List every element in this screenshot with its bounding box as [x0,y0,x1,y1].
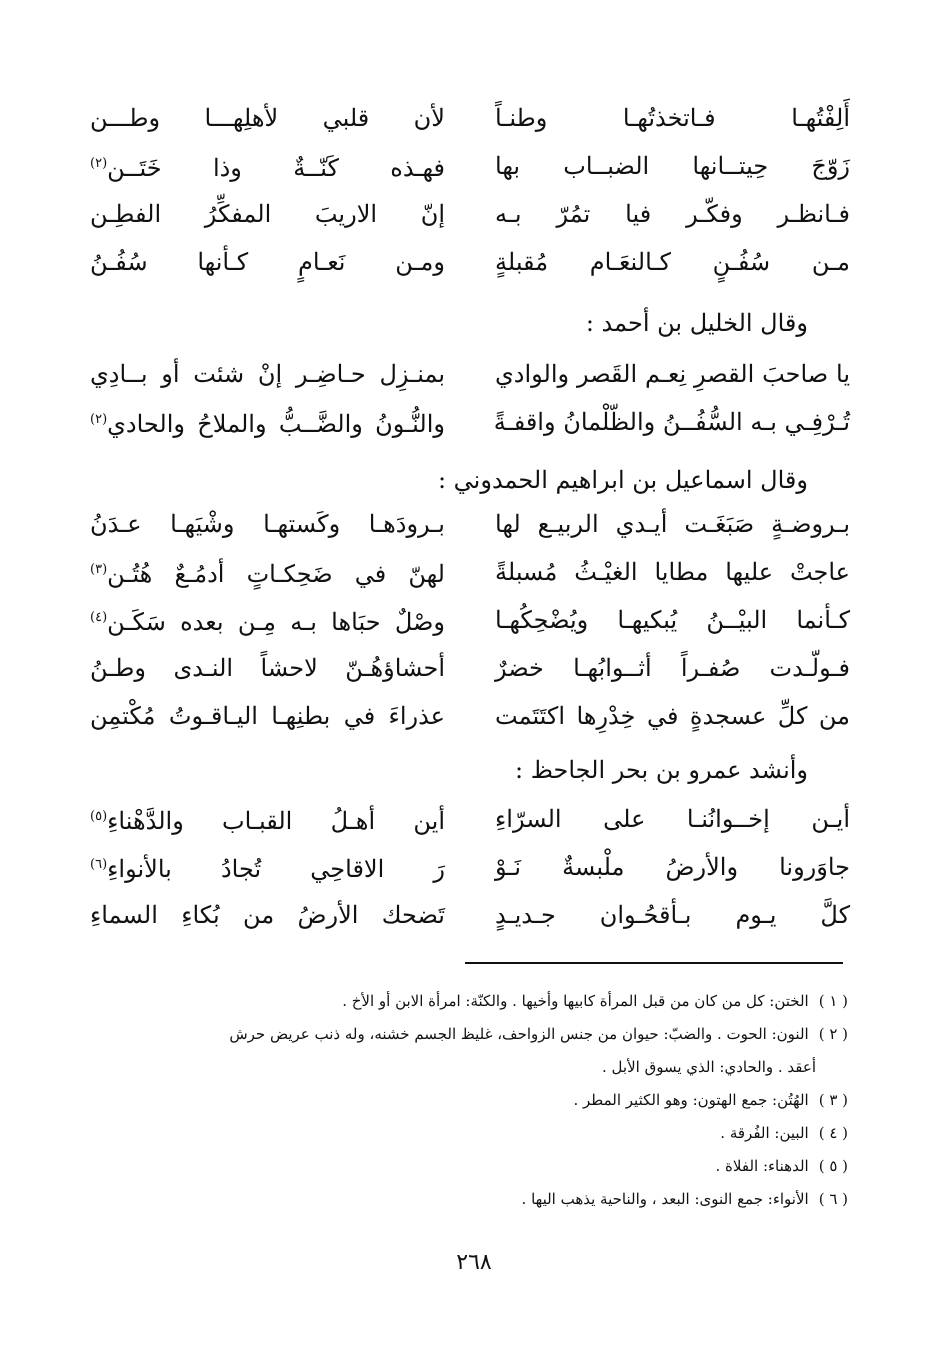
hemistich-text: والنُّـونُ والضَّــبُّ والملاحُ والحادي [107,410,445,438]
right-hemistich: من كلِّ عسجدةٍ في خِدْرِها اكتَتَمت [495,702,850,730]
footnote-continuation: أعقد . والحادي: الذي يسوق الأبل . [602,1058,816,1076]
verse-line [80,596,850,644]
hemistich-text: وصْلٌ حبَاها بـه مِـن بعده سَكَـن [107,608,445,636]
footnote-marker: (٤) [90,610,108,625]
poem-3 [80,500,850,740]
footnote-item [88,1150,848,1183]
verse-line [80,238,850,286]
left-hemistich [90,841,445,893]
poem-attribution: وقال اسماعيل بن ابراهيم الحمدوني : [437,466,808,494]
right-hemistich: فـانظـر وفكّـر فيا تمُرّ بـه [495,200,850,228]
left-hemistich [90,94,445,142]
footnote-marker: (٥) [90,809,108,824]
hemistich-text: تَضحك الأرضُ من بُكاءِ السماءِ [90,901,445,929]
left-hemistich [90,350,445,398]
right-hemistich: أيـن إخــوانُنـا على السرّاءِ [495,805,850,833]
right-hemistich: كـأنما البيْــنُ يُبكيهـا ويُضْحِكُهـا [495,606,850,634]
hemistich-text: لأن قلبي لأهلِهـــا وطـــن [90,104,445,132]
left-hemistich [90,891,445,939]
poem-4 [80,795,850,939]
right-hemistich: فـولّـدت صُفـراً أثــوابُهـا خضرٌ [495,654,850,682]
hemistich-text: فهـذه كَنّــةٌ وذا خَتَــن [107,154,445,182]
footnote-item [88,1117,848,1150]
verse-line [80,644,850,692]
right-hemistich: تُـرْفِـي بـه السُّفُــنُ والظّلْمانُ واقفـةً [493,408,850,436]
hemistich-text: ومـن نَعـامٍ كـأنها سُفُـنُ [90,248,445,276]
left-hemistich [90,793,445,845]
verse-line [80,795,850,843]
footnote-number: ( ٥ ) [818,1157,848,1175]
poem-1 [80,94,850,286]
footnote-text: الختن: كل من كان من قبل المرأة كابيها وأخيها . والكنّة: امرأة الابن أو الأخ . [342,992,809,1010]
right-hemistich: جاوَرونا والأرضُ ملْبسةٌ نَـوْ [495,853,850,881]
left-hemistich [90,238,445,286]
poem-attribution: وأنشد عمرو بن بحر الجاحظ : [515,756,808,784]
left-hemistich [90,692,445,740]
verse-line [80,500,850,548]
footnote-marker: (٢) [90,156,108,171]
verse-line [80,548,850,596]
footnote-marker: (٣) [90,562,108,577]
footnote-item [88,985,848,1018]
poem-2 [80,350,850,446]
right-hemistich: زَوّجَ حِيتــانها الضبــاب بها [495,152,850,180]
footnote-number: ( ١ ) [818,992,848,1010]
footnote-separator [465,962,843,964]
hemistich-text: رَ الاقاحِي تُجادُ بالأنواءِ [107,855,445,883]
footnote-text: البين: الفُرقة . [720,1124,809,1142]
poem-attribution: وقال الخليل بن أحمد : [585,309,808,337]
left-hemistich [90,190,445,238]
left-hemistich [90,546,445,598]
footnote-text: النون: الحوت . والضبّ: حيوان من جنس الزواحف، غليظ الجسم خشنه، وله ذنب عريض حرش [229,1025,809,1043]
verse-line [80,94,850,142]
hemistich-text: أحشاؤهُـنّ لاحشاً النـدى وطـنُ [90,654,445,682]
right-hemistich: أَلِفْتُهـا فـاتخذتُهـا وطنـاً [495,104,850,132]
left-hemistich [90,644,445,692]
right-hemistich: كلَّ يـوم بـأقحُـوان جـديـدٍ [495,901,850,929]
left-hemistich [90,140,445,192]
footnotes [88,985,848,1216]
footnote-number: ( ٢ ) [818,1025,848,1043]
footnote-text: الهُتُن: جمع الهتون: وهو الكثير المطر . [573,1091,809,1109]
hemistich-text: بمنـزِل حـاضِـر إنْ شئت أو بــادِي [90,360,445,388]
right-hemistich: مـن سُفُـنٍ كـالنعَـام مُقبلةٍ [495,248,850,276]
verse-line [80,398,850,446]
left-hemistich [90,500,445,548]
verse-line [80,350,850,398]
page-number: ٢٦٨ [456,1250,492,1275]
footnote-marker: (٦) [90,857,108,872]
hemistich-text: بـرودَهـا وكَستهـا وشْيَهـا عـدَنُ [90,510,445,538]
verse-line [80,843,850,891]
right-hemistich: عاجتْ عليها مطايا الغيْـثُ مُسبلةً [495,558,850,586]
footnote-text: الدهناء: الفلاة . [715,1157,809,1175]
left-hemistich [90,396,445,448]
hemistich-text: عذراءَ في بطنِهـا اليـاقـوتُ مُكْتمِن [90,702,445,730]
footnote-number: ( ٣ ) [818,1091,848,1109]
verse-line [80,891,850,939]
verse-line [80,142,850,190]
right-hemistich: بـروضـةٍ صَبَغَـت أيـدي الربيـع لها [495,510,850,538]
hemistich-text: أين أهـلُ القبـاب والدَّهْناءِ [107,807,445,835]
right-hemistich: يا صاحبَ القصرِ نِعـم القَصر والوادي [495,360,850,388]
footnote-text: الأنواء: جمع النوى: البعد ، والناحية يذهب اليها . [521,1190,809,1208]
footnote-item [88,1183,848,1216]
footnote-number: ( ٦ ) [818,1190,848,1208]
hemistich-text: إنّ الاريبَ المفكِّرُ الفطِـن [90,200,445,228]
hemistich-text: لهنّ في ضَحِكـاتٍ أدمُـعٌ هُتُـن [107,560,445,588]
footnote-marker: (٢) [90,412,108,427]
footnote-item [88,1018,848,1051]
footnote-item [88,1084,848,1117]
verse-line [80,190,850,238]
verse-line [80,692,850,740]
footnote-number: ( ٤ ) [818,1124,848,1142]
left-hemistich [90,594,445,646]
